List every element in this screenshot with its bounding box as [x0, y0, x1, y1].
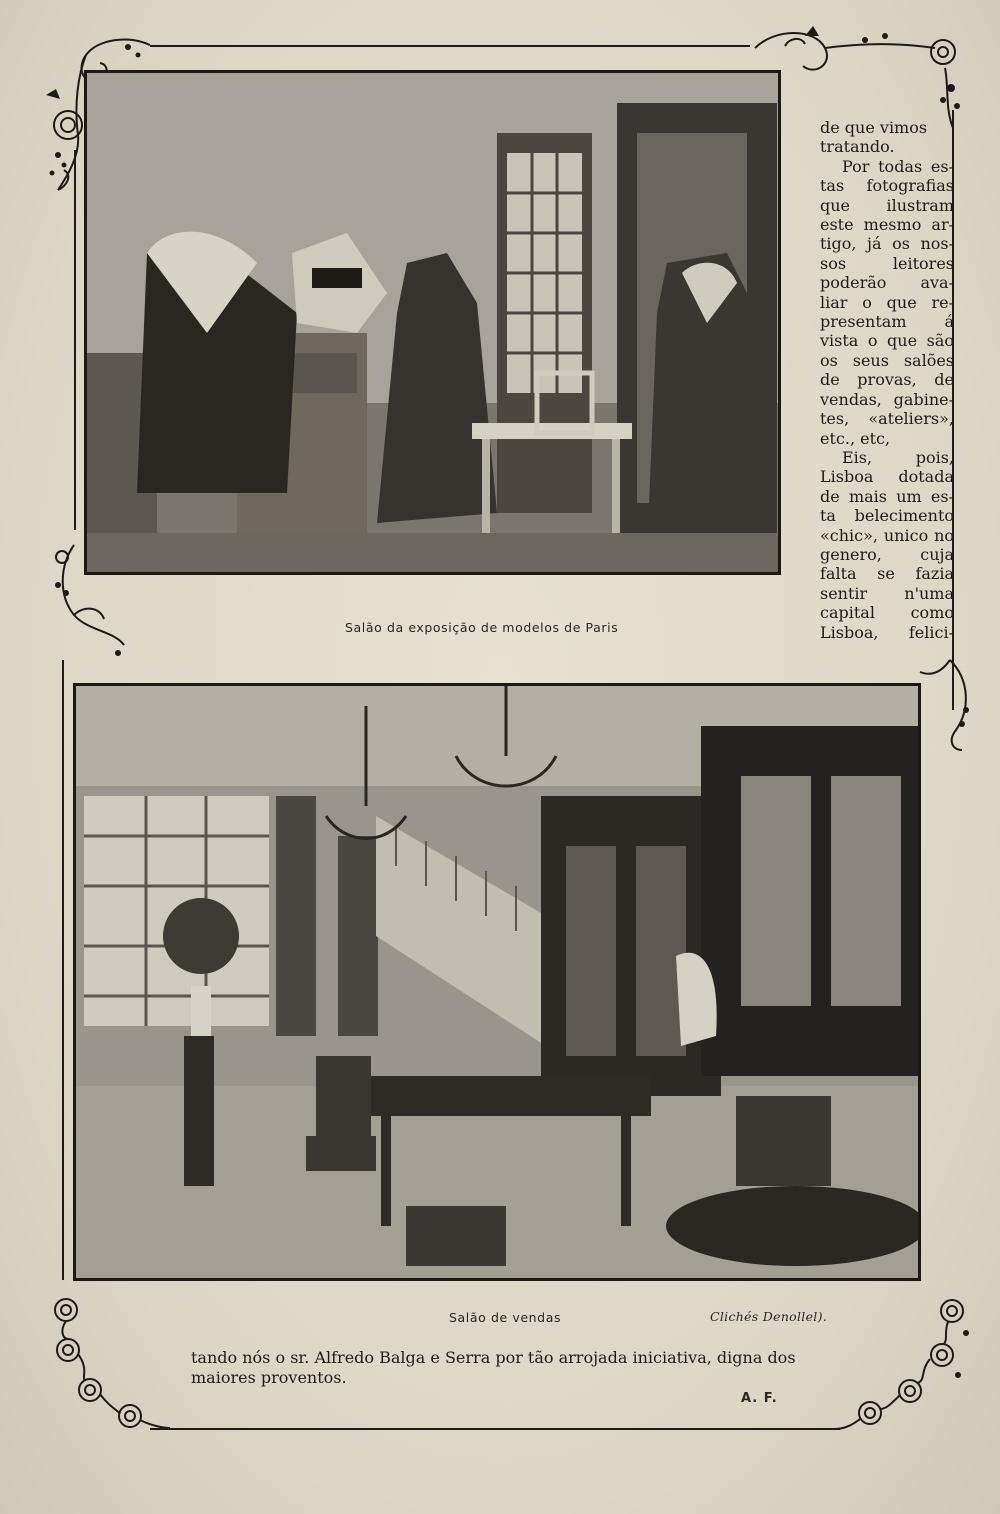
column-line: tes, «ateliers»,	[820, 409, 954, 429]
photo-sales-salon-icon	[76, 686, 918, 1278]
closing-paragraph	[191, 1348, 831, 1388]
frame-top-line	[150, 45, 750, 47]
column-line: este mesmo ar-	[820, 215, 954, 235]
frame-left-line-lower	[62, 660, 64, 1280]
column-line: etc., etc,	[820, 428, 891, 448]
column-line: de mais um es-	[820, 486, 954, 506]
column-line: falta se fazia	[820, 564, 954, 584]
column-line: que ilustram	[820, 195, 954, 215]
bottom-photo-caption: Salão de vendas	[449, 1310, 562, 1325]
column-line: Lisboa dotada	[820, 467, 954, 487]
column-line: de que vimos	[820, 118, 928, 137]
ornament-bottom-left-icon	[40, 1290, 180, 1440]
column-line: sentir n'uma	[820, 583, 954, 603]
column-line: «chic», unico no	[820, 525, 954, 545]
closing-line-1: tando nós o sr. Alfredo Balga e Serra por tão arrojada iniciativa, digna dos	[191, 1348, 796, 1367]
column-line: tratando.	[820, 137, 895, 157]
column-line: ta belecimento	[820, 506, 954, 526]
column-line: Lisboa, felici-	[820, 622, 954, 642]
side-column-text	[820, 118, 954, 642]
ornament-bottom-right-icon	[830, 1285, 980, 1445]
column-line: vendas, gabine-	[820, 389, 954, 409]
author-signature: A. F.	[741, 1391, 778, 1406]
column-line: liar o que re-	[820, 292, 954, 312]
top-photo-caption: Salão da exposição de modelos de Paris	[345, 620, 619, 635]
closing-line-2: maiores proventos.	[191, 1368, 347, 1387]
column-line: poderão ava-	[820, 273, 954, 293]
column-line: presentam á	[820, 312, 954, 332]
photo-sales-salon	[73, 683, 921, 1281]
column-line: tas fotografias	[820, 176, 954, 196]
photo-boutique-dresses-icon	[87, 73, 778, 572]
photo-exposition-salon	[84, 70, 781, 575]
photo-credit: Clichés Denollel).	[710, 1309, 828, 1324]
column-line: Por todas es-	[842, 156, 954, 176]
column-line: capital como	[820, 603, 954, 623]
column-line: Eis, pois,	[842, 447, 954, 467]
frame-bottom-line	[150, 1428, 840, 1430]
column-line: sos leitores	[820, 253, 954, 273]
column-line: de provas, de	[820, 370, 954, 390]
column-line: os seus salões	[820, 350, 954, 370]
column-line: genero, cuja	[820, 544, 954, 564]
column-line: vista o que são	[820, 331, 954, 351]
column-line: tigo, já os nos-	[820, 234, 954, 254]
